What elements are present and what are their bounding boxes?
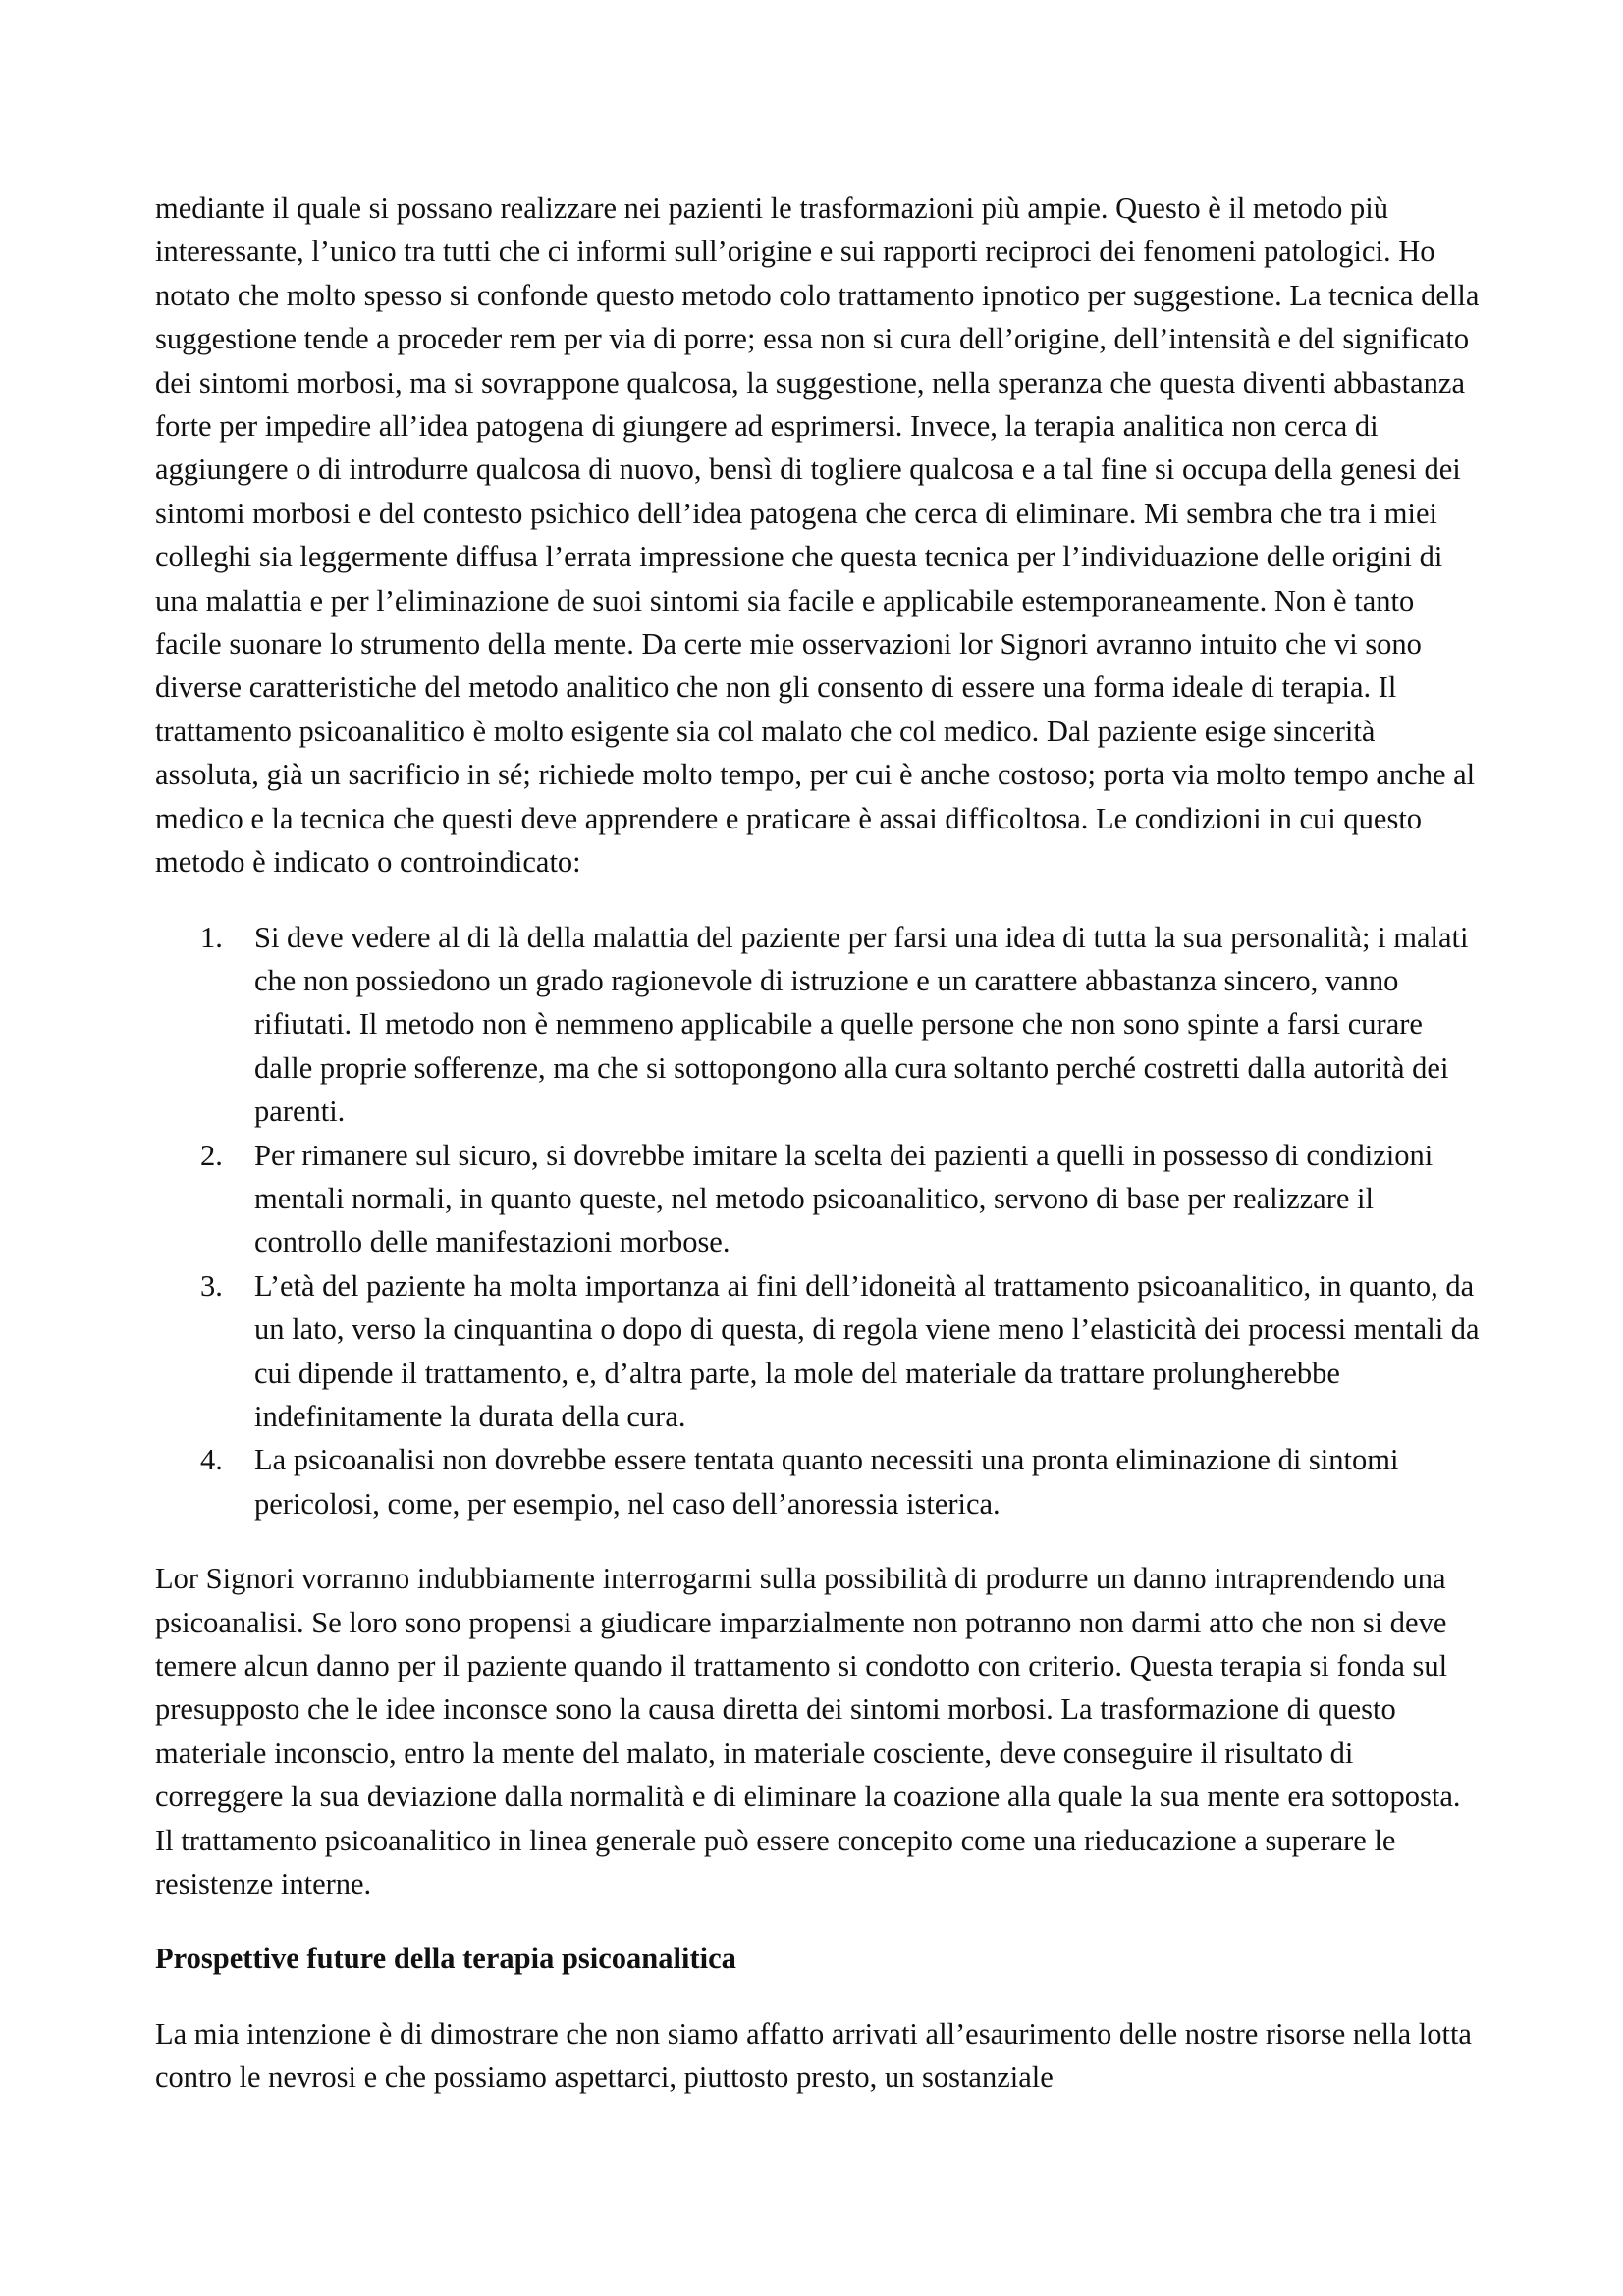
list-item-text: Si deve vedere al di là della malattia del paziente per farsi una idea di tutta la sua personalità; i malati che non possiedono un grado ragionevole di istruzione e un carattere abbastanza sincero, vanno rifiutati. Il metodo non è nemmeno applicabile a quelle persone che non sono spinte a farsi curare dalle proprie sofferenze, ma che si sottopongono alla cura soltanto perché costretti dalla autorità dei parenti. xyxy=(254,920,1469,1129)
list-item-number: 3. xyxy=(200,1268,223,1303)
list-item-number: 4. xyxy=(200,1443,223,1477)
list-item-text: L’età del paziente ha molta importanza ai fini dell’idoneità al trattamento psicoanalitico, in quanto, da un lato, verso la cinquantina o dopo di questa, di regola viene meno l’elasticità dei processi mentali da cui dipende il trattamento, e, d’altra parte, la mole del materiale da trattare prolungherebbe indefinitamente la durata della cura. xyxy=(254,1268,1480,1433)
list-item xyxy=(155,1134,1483,1264)
list-item-text: Per rimanere sul sicuro, si dovrebbe imitare la scelta dei pazienti a quelli in possesso di condizioni mentali normali, in quanto queste, nel metodo psicoanalitico, servono di base per realizzare il controllo delle manifestazioni morbose. xyxy=(254,1138,1434,1259)
list-item-number: 1. xyxy=(200,920,223,954)
section-heading: Prospettive future della terapia psicoanalitica xyxy=(155,1942,736,1976)
list-item xyxy=(155,1438,1483,1525)
body-paragraph-2: Lor Signori vorranno indubbiamente interrogarmi sulla possibilità di produrre un danno intraprendendo una psicoanalisi. Se loro sono propensi a giudicare imparzialmente non potranno non darmi atto che non si deve temere alcun danno per il paziente quando il trattamento si condotto con criterio. Questa terapia si fonda sul presupposto che le idee inconsce sono la causa diretta dei sintomi morbosi. La trasformazione di questo materiale inconscio, entro la mente del malato, in materiale cosciente, deve conseguire il risultato di correggere la sua deviazione dalla normalità e di eliminare la coazione alla quale la sua mente era sottoposta. Il trattamento psicoanalitico in linea generale può essere concepito come una rieducazione a superare le resistenze interne. xyxy=(155,1562,1461,1901)
list-item xyxy=(155,916,1483,1134)
body-paragraph-1: mediante il quale si possano realizzare nei pazienti le trasformazioni più ampie. Questo è il metodo più interessante, l’unico tra tutti che ci informi sull’origine e sui rapporti reciproci dei fenomeni patologici. Ho notato che molto spesso si confonde questo metodo colo trattamento ipnotico per suggestione. La tecnica della suggestione tende a proceder rem per via di porre; essa non si cura dell’origine, dell’intensità e del significato dei sintomi morbosi, ma si sovrappone qualcosa, la suggestione, nella speranza che questa diventi abbastanza forte per impedire all’idea patogena di giungere ad esprimersi. Invece, la terapia analitica non cerca di aggiungere o di introdurre qualcosa di nuovo, bensì di togliere qualcosa e a tal fine si occupa della genesi dei sintomi morbosi e del contesto psichico dell’idea patogena che cerca di eliminare. Mi sembra che tra i miei colleghi sia leggermente diffusa l’errata impressione che questa tecnica per l’individuazione delle origini di una malattia e per l’eliminazione de suoi sintomi sia facile e applicabile estemporaneamente. Non è tanto facile suonare lo strumento della mente. Da certe mie osservazioni lor Signori avranno intuito che vi sono diverse caratteristiche del metodo analitico che non gli consento di essere una forma ideale di terapia. Il trattamento psicoanalitico è molto esigente sia col malato che col medico. Dal paziente esige sincerità assoluta, già un sacrificio in sé; richiede molto tempo, per cui è anche costoso; porta via molto tempo anche al medico e la tecnica che questi deve apprendere e praticare è assai difficoltosa. Le condizioni in cui questo metodo è indicato o controindicato: xyxy=(155,191,1480,880)
conditions-list xyxy=(155,916,1483,1526)
document-page xyxy=(155,187,1483,2100)
list-item-text: La psicoanalisi non dovrebbe essere tentata quanto necessiti una pronta eliminazione di sintomi pericolosi, come, per esempio, nel caso dell’anoressia isterica. xyxy=(254,1443,1399,1521)
list-item xyxy=(155,1264,1483,1439)
list-item-number: 2. xyxy=(200,1138,223,1172)
body-paragraph-3: La mia intenzione è di dimostrare che non siamo affatto arrivati all’esaurimento delle nostre risorse nella lotta contro le nevrosi e che possiamo aspettarci, piuttosto presto, un sostanziale xyxy=(155,2016,1472,2095)
